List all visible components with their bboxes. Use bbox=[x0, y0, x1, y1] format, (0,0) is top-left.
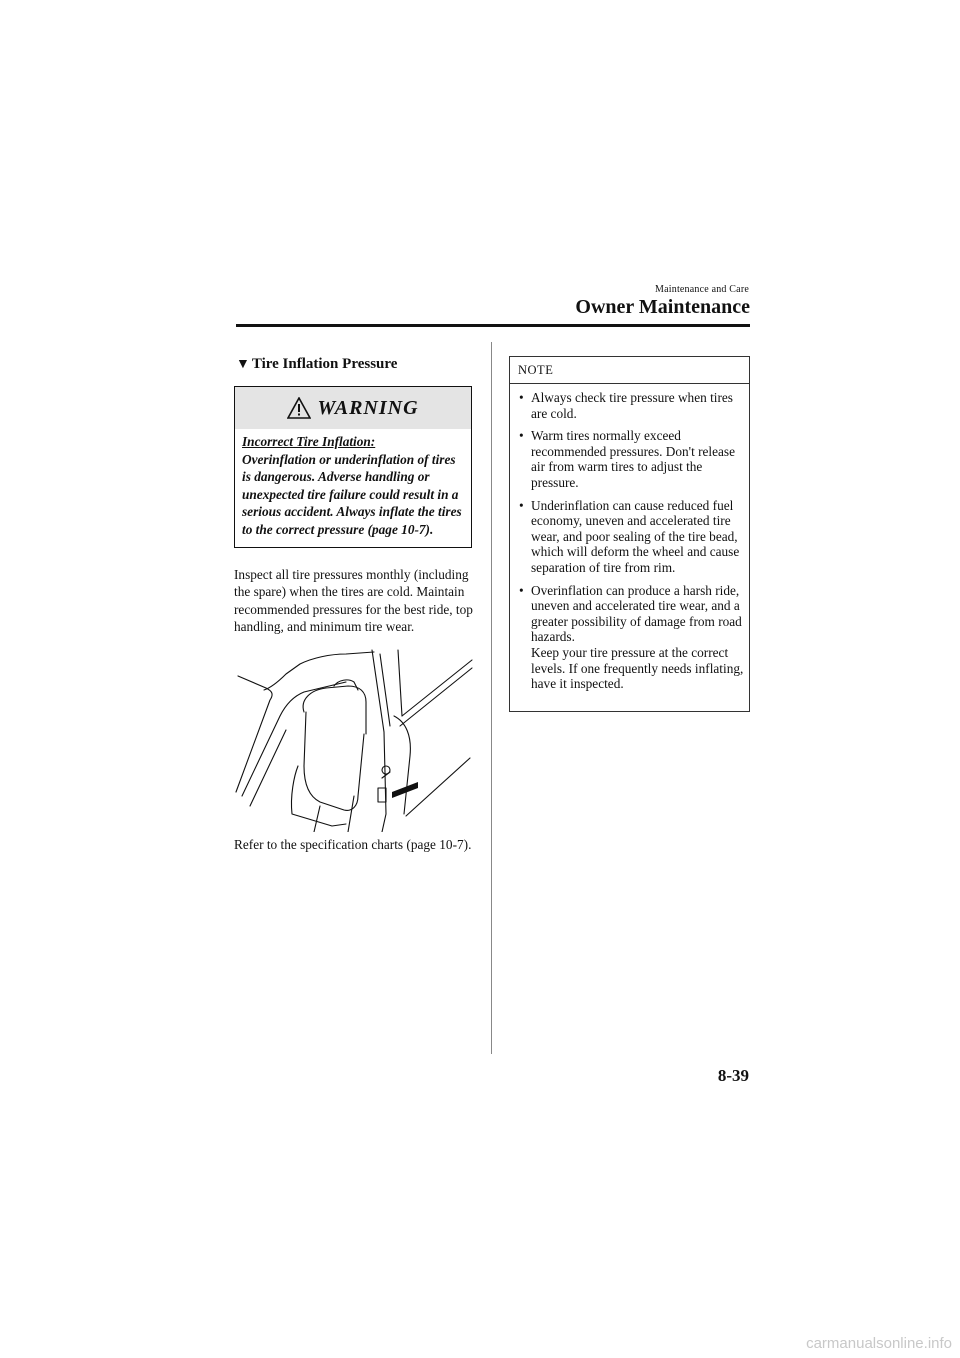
note-list bbox=[510, 390, 749, 692]
note-item: • Always check tire pressure when tires are cold. bbox=[519, 390, 733, 421]
warning-body bbox=[235, 429, 471, 538]
header-rule bbox=[236, 324, 750, 327]
subsection-heading bbox=[236, 356, 397, 373]
subsection-title: Tire Inflation Pressure bbox=[251, 356, 398, 372]
note-box bbox=[509, 356, 750, 712]
warning-text: Overinflation or underinflation of tires is dangerous. Adverse handling or unexpected tire failure could result in a serious accident. Always inflate the tires to the correct pressure (page 10-7). bbox=[242, 451, 462, 537]
warning-box bbox=[234, 386, 472, 548]
bullet-icon: • bbox=[519, 497, 524, 513]
note-item: • Overinflation can produce a harsh ride, uneven and accelerated tire wear, and a greater possibility of damage from road hazards. Keep your tire pressure at the correct levels. If one frequently needs inflating, have it inspected. bbox=[519, 582, 744, 692]
note-item: • Warm tires normally exceed recommended pressures. Don't release air from warm tires to adjust the pressure. bbox=[519, 428, 735, 490]
bullet-icon: • bbox=[519, 582, 524, 598]
watermark: carmanualsonline.info bbox=[806, 1335, 952, 1352]
page-number: 8-39 bbox=[717, 1066, 749, 1085]
tire-pressure-label-illustration bbox=[234, 646, 474, 832]
note-extra: Keep your tire pressure at the correct levels. If one frequently needs inflating, have it inspected. bbox=[531, 644, 744, 692]
bullet-icon: • bbox=[519, 428, 524, 444]
refer-paragraph: Refer to the specification charts (page 10-7). bbox=[234, 837, 472, 852]
section-label: Maintenance and Care bbox=[655, 284, 749, 295]
inspect-paragraph: Inspect all tire pressures monthly (including the spare) when the tires are cold. Maintain recommended pressures for the best ride, top handling, and minimum tire wear. bbox=[234, 567, 473, 635]
note-label: NOTE bbox=[510, 357, 749, 384]
note-item: • Underinflation can cause reduced fuel economy, uneven and accelerated tire wear, and poor sealing of the tire bead, which will deform the wheel and cause separation of tire from rim. bbox=[519, 497, 740, 575]
warning-label: WARNING bbox=[317, 396, 419, 419]
bullet-icon: • bbox=[519, 390, 524, 405]
column-divider bbox=[491, 342, 492, 1054]
warning-triangle-icon bbox=[287, 397, 311, 419]
warning-header bbox=[235, 387, 471, 429]
warning-title: Incorrect Tire Inflation: bbox=[242, 434, 376, 449]
chapter-title: Owner Maintenance bbox=[575, 296, 750, 318]
triangle-marker-icon: ▼ bbox=[236, 357, 250, 372]
